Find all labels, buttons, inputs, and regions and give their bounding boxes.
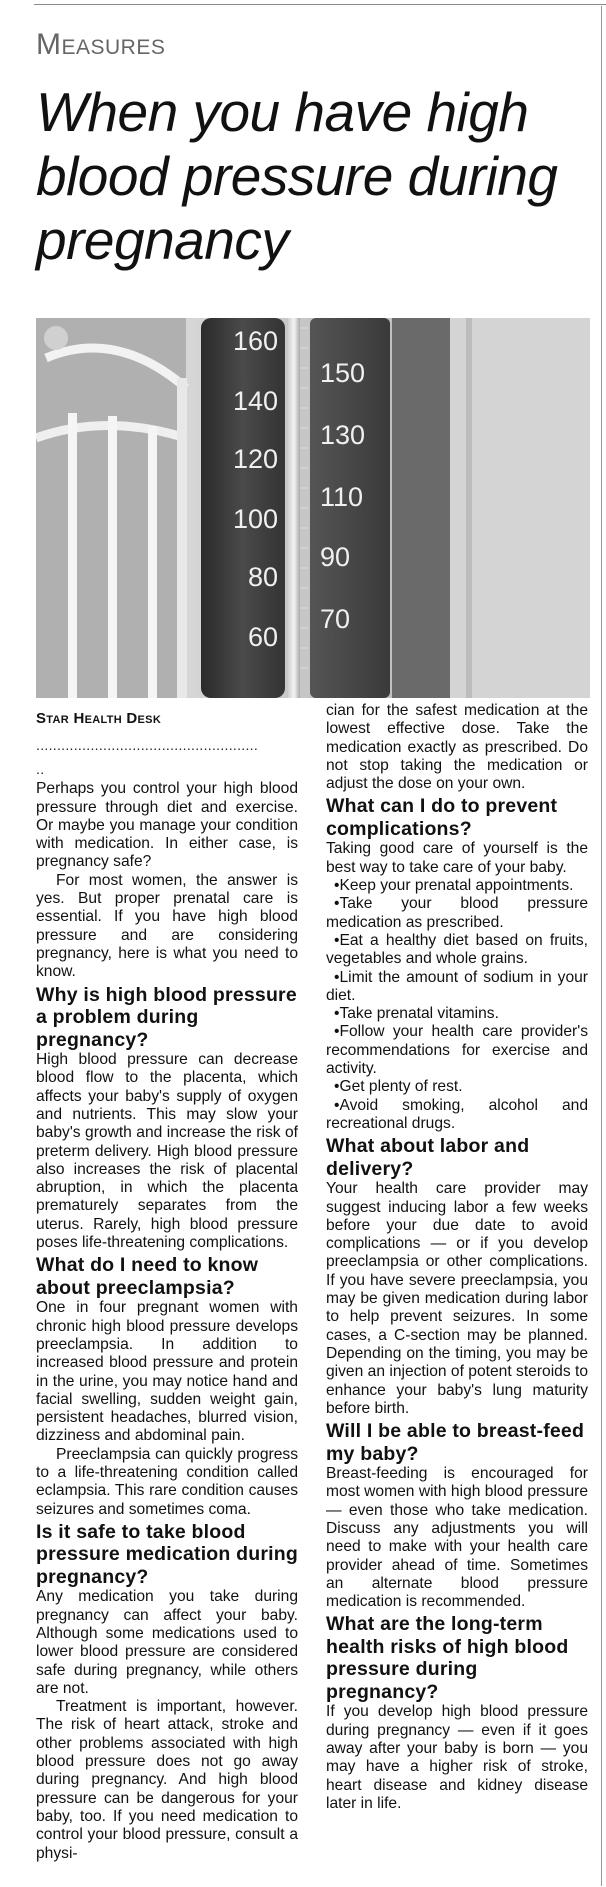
section-label: Measures [36,28,166,61]
byline: Star Health Desk [36,710,162,727]
body-paragraph: Breast-feeding is encouraged for most women with high blood pressure — even those who take medication. Discuss any adjustments you will need to make with your health care provider ahead of time. Sometimes an alternate blood pressure medication is recommended. [326,1465,588,1611]
scale-right-110: 110 [320,482,364,512]
body-paragraph: If you develop high blood pressure during pregnancy — even if it goes away after your baby is born — you may have a higher risk of stroke, heart disease and kidney disease later in life. [326,1703,588,1812]
sphygmomanometer-photo [36,318,590,698]
subheading: Why is high blood pressure a problem during pregnancy? [36,983,297,1051]
article-body [36,702,588,1882]
list-item: •Eat a healthy diet based on fruits, vegetables and whole grains. [326,931,588,968]
list-item: •Avoid smoking, alcohol and recreational drugs. [326,1096,588,1132]
list-item: •Keep your prenatal appointments. [334,877,574,895]
top-rule [34,4,606,5]
right-column-rule [601,6,602,1886]
page-title: When you have high blood pressure during pregnancy [36,81,558,271]
body-paragraph: Any medication you take during pregnancy can affect your baby. Although some medications used to lower blood pressure are considered safe during pregnancy, while others are not. [36,1588,298,1697]
scale-left-80: 80 [247,562,278,592]
subheading: What are the long-term health risks of high blood pressure during pregnancy? [326,1613,569,1703]
scale-left-60: 60 [247,622,278,652]
body-paragraph: Preeclampsia can quickly progress to a life-threatening condition called eclampsia. This rare condition causes seizures and sometimes coma. [36,1445,298,1518]
scale-left-120: 120 [232,444,278,474]
byline-leader: ..................................................... [36,738,259,753]
intro-paragraph: Perhaps you control your high blood pressure through diet and exercise. Or maybe you manage your condition with medication. In either case, is pregnancy safe? [36,780,298,871]
scale-left-100: 100 [232,504,278,534]
list-item: •Get plenty of rest. [334,1078,463,1096]
scale-left-140: 140 [232,386,278,416]
subheading: Will I be able to breast-feed my baby? [326,1420,585,1465]
scale-left-160: 160 [232,326,278,356]
scale-right-130: 130 [320,420,366,450]
list-item: •Follow your health care provider's recommendations for exercise and activity. [326,1023,588,1078]
right-column [326,702,588,1813]
list-item: •Take your blood pressure medication as prescribed. [326,895,588,931]
subheading: Is it safe to take blood pressure medication during pregnancy? [36,1520,299,1588]
body-paragraph: cian for the safest medication at the lowest effective dose. Take the medication exactly as prescribed. Do not stop taking the medication or adjust the dose on your own. [326,702,588,793]
sphygmomanometer-illustration [36,318,590,698]
body-paragraph: One in four pregnant women with chronic high blood pressure develops preeclampsia. In addition to increased blood pressure and protein in the urine, you may notice hand and facial swelling, sudden weight gain, persistent headaches, blurred vision, dizziness and abdominal pain. [36,1299,298,1445]
list-item: •Take prenatal vitamins. [334,1005,499,1023]
body-paragraph: Your health care provider may suggest inducing labor a few weeks before your due date to avoid complications — or if you develop preeclampsia or other complications. If you have severe preeclampsia, you may be given medication during labor to help prevent seizures. In some cases, a C-section may be planned. Depending on the timing, you may be given an injection of potent steroids to enhance your baby's lung maturity before birth. [326,1180,588,1417]
byline-leader-cont: .. [36,762,45,777]
subheading: What can I do to prevent complications? [326,795,558,840]
body-paragraph: Treatment is important, however. The risk of heart attack, stroke and other problems associated with high blood pressure does not go away during pregnancy. And high blood pressure can be dangerous for your baby, too. If you need medication to control your blood pressure, consult a physi- [36,1698,298,1862]
body-paragraph: High blood pressure can decrease blood flow to the placenta, which affects your baby's supply of oxygen and nutrients. This may slow your baby's growth and increase the risk of preterm delivery. High blood pressure also increases the risk of placental abruption, in which the placenta prematurely separates from the uterus. Rarely, high blood pressure poses life-threatening complications. [36,1051,298,1252]
subheading: What about labor and delivery? [326,1135,530,1180]
scale-right-70: 70 [320,604,351,634]
intro-paragraph: For most women, the answer is yes. But proper prenatal care is essential. If you have high blood pressure and are considering pregnancy, here is what you need to know. [36,871,298,981]
scale-right-90: 90 [320,542,351,572]
left-column [36,702,298,1863]
subheading: What do I need to know about preeclampsia? [36,1254,259,1299]
body-paragraph: Taking good care of yourself is the best way to take care of your baby. [326,840,588,876]
scale-right-150: 150 [320,358,366,388]
list-item: •Limit the amount of sodium in your diet. [326,968,588,1004]
